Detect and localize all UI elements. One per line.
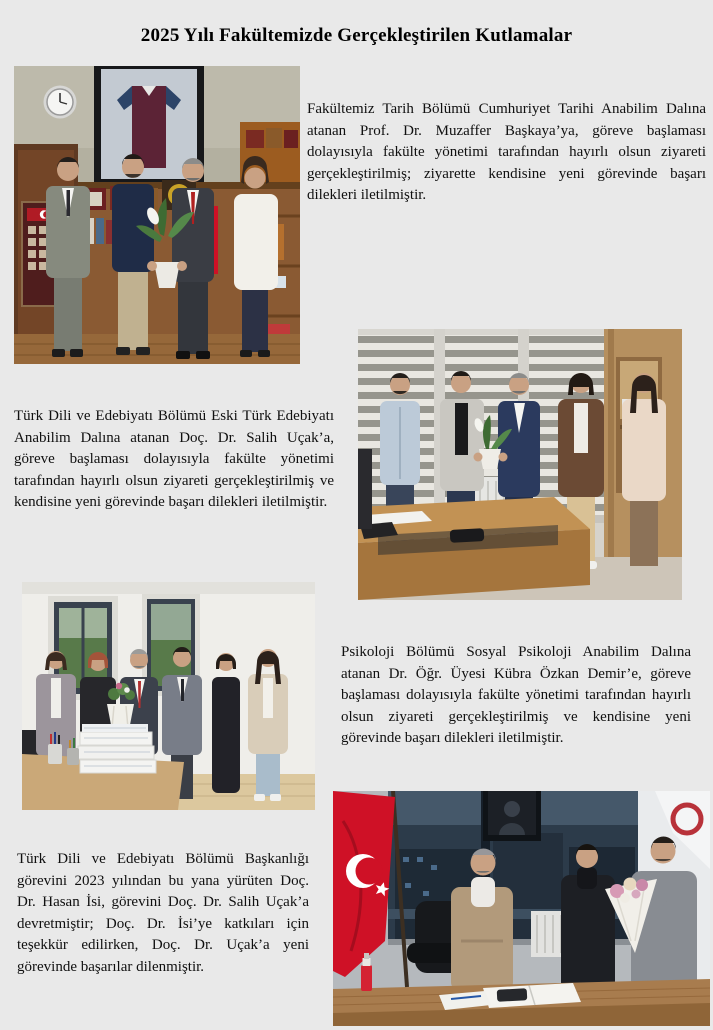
paragraph-sosyal-psikoloji: Psikoloji Bölümü Sosyal Psikoloji Anabilim Dalına atanan Dr. Öğr. Üyesi Kübra Özkan Demir’e, göreve başlaması dolayısıyla fakülte yönetimi tarafından hayırlı olsun ziyareti gerçekleştirilmiş ve kendisine yeni görevinde başarı dilekleri iletilmiştir.: [341, 644, 691, 746]
photo-eski-turk-edebiyati-ziyaret: [358, 329, 682, 600]
paragraph-tarih-bolumu: Fakültemiz Tarih Bölümü Cumhuriyet Tarihi Anabilim Dalına atanan Prof. Dr. Muzaffer Başkaya’ya, göreve başlaması dolayısıyla fakülte yönetimi tarafından hayırlı olsun ziyareti gerçekleştirilmiş; ziyarette kendisine yeni görevinde başarı dilekleri iletilmiştir.: [307, 101, 706, 203]
spray-bottle: [361, 953, 372, 991]
paragraph-eski-turk-edebiyati: Türk Dili ve Edebiyatı Bölümü Eski Türk Edebiyatı Anabilim Dalına atanan Doç. Dr. Salih Uçak’a, göreve başlaması dolayısıyla fakülte yönetimi tarafından hayırlı olsun ziyareti gerçekleştirilmiş ve kendisine yeni görevinde başarı dilekleri iletilmiştir.: [14, 408, 334, 510]
photo4-illustration: [333, 791, 710, 1026]
photo-sosyal-psikoloji-ziyaret: [22, 582, 315, 810]
person-dark-suit: [172, 158, 214, 359]
paragraph-baskanlik-devri: Türk Dili ve Edebiyatı Bölümü Başkanlığı görevini 2023 yılından bu yana yürüten Doç. Dr. Hasan İsi, görevini Doç. Dr. Salih Uçak’a devretmiştir; Doç. Dr. İsi’ye katkıları için teşekkür edilirken, Doç. Dr. Uçak’a yeni görevinde başarılar dilenmiştir.: [17, 851, 309, 975]
photo-tarih-bolumu-ziyaret: [14, 66, 300, 364]
photo2-illustration: [358, 329, 682, 600]
wall-clock-icon: [44, 86, 77, 119]
photo-bolum-baskanligi-devri: [333, 791, 710, 1026]
ataturk-portrait: [483, 791, 541, 841]
photo1-illustration: [14, 66, 300, 364]
photo3-illustration: [22, 582, 315, 810]
desk: [358, 497, 590, 600]
person-navy-shirt: [112, 154, 154, 355]
page-title: 2025 Yılı Fakültemizde Gerçekleştirilen Kutlamalar: [140, 25, 573, 46]
